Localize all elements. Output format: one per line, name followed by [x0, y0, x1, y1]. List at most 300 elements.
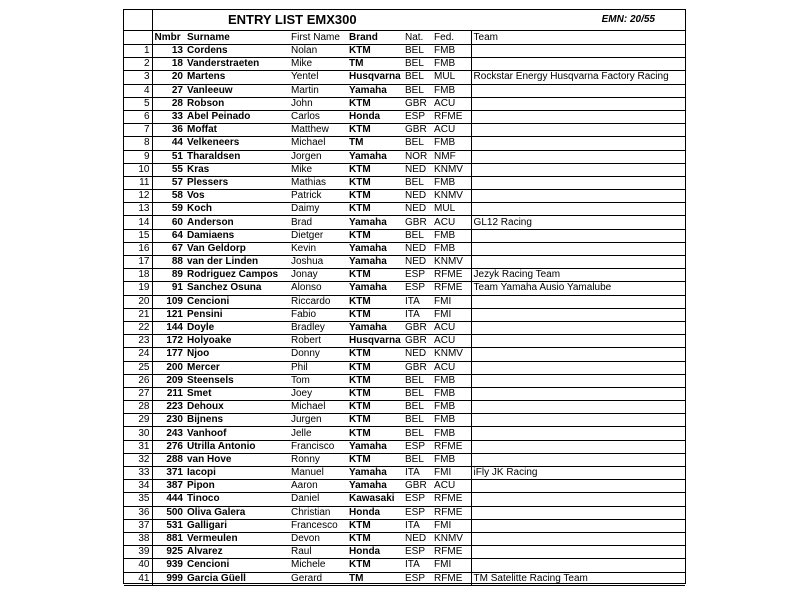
row-index: 8	[124, 137, 152, 150]
rider-number: 20	[152, 71, 185, 84]
row-index: 10	[124, 163, 152, 176]
rider-surname: Van Geldorp	[185, 242, 289, 255]
rider-surname: Cordens	[185, 45, 289, 58]
rider-federation: FMB	[432, 401, 471, 414]
rider-number: 59	[152, 203, 185, 216]
rider-team	[471, 242, 685, 255]
rider-nationality: NED	[403, 256, 432, 269]
rider-surname: Koch	[185, 203, 289, 216]
rider-first-name: Ronny	[289, 453, 347, 466]
table-row	[124, 45, 685, 58]
rider-first-name: Jurgen	[289, 414, 347, 427]
rider-brand: KTM	[347, 519, 403, 532]
rider-nationality: BEL	[403, 401, 432, 414]
rider-first-name: Mike	[289, 163, 347, 176]
rider-surname: Dehoux	[185, 401, 289, 414]
rider-nationality: ITA	[403, 308, 432, 321]
table-row	[124, 480, 685, 493]
rider-first-name: Daniel	[289, 493, 347, 506]
rider-brand: KTM	[347, 532, 403, 545]
rider-nationality: ITA	[403, 519, 432, 532]
rider-nationality: NED	[403, 190, 432, 203]
row-index: 32	[124, 453, 152, 466]
rider-surname: Njoo	[185, 348, 289, 361]
rider-team	[471, 256, 685, 269]
rider-team	[471, 559, 685, 572]
rider-number: 276	[152, 440, 185, 453]
rider-brand: KTM	[347, 203, 403, 216]
rider-brand: Husqvarna	[347, 71, 403, 84]
table-row	[124, 58, 685, 71]
rider-brand: Yamaha	[347, 480, 403, 493]
rider-team	[471, 45, 685, 58]
rider-brand: Yamaha	[347, 150, 403, 163]
rider-team	[471, 163, 685, 176]
row-index: 7	[124, 124, 152, 137]
rider-team	[471, 110, 685, 123]
rider-nationality: BEL	[403, 71, 432, 84]
rider-nationality: ESP	[403, 546, 432, 559]
rider-federation: KNMV	[432, 190, 471, 203]
rider-federation: ACU	[432, 216, 471, 229]
table-row	[124, 97, 685, 110]
header-brand: Brand	[347, 31, 403, 45]
row-index: 2	[124, 58, 152, 71]
rider-first-name: Joshua	[289, 256, 347, 269]
rider-federation: RFME	[432, 440, 471, 453]
rider-federation: MUL	[432, 203, 471, 216]
rider-first-name: Bradley	[289, 321, 347, 334]
rider-number: 33	[152, 110, 185, 123]
rider-brand: KTM	[347, 308, 403, 321]
rider-team	[471, 190, 685, 203]
table-row	[124, 176, 685, 189]
rider-surname: Vanleeuw	[185, 84, 289, 97]
table-row	[124, 242, 685, 255]
row-index: 29	[124, 414, 152, 427]
rider-federation: MUL	[432, 71, 471, 84]
rider-brand: Honda	[347, 506, 403, 519]
rider-brand: Yamaha	[347, 282, 403, 295]
rider-first-name: Raul	[289, 546, 347, 559]
rider-brand: KTM	[347, 387, 403, 400]
header-surname: Surname	[185, 31, 289, 45]
rider-brand: TM	[347, 137, 403, 150]
rider-team	[471, 203, 685, 216]
rider-surname: Tinoco	[185, 493, 289, 506]
table-row	[124, 137, 685, 150]
rider-federation: FMB	[432, 58, 471, 71]
rider-nationality: GBR	[403, 335, 432, 348]
rider-team	[471, 335, 685, 348]
rider-team	[471, 308, 685, 321]
rider-brand: Husqvarna	[347, 335, 403, 348]
rider-surname: van Hove	[185, 453, 289, 466]
rider-brand: Honda	[347, 110, 403, 123]
rider-number: 500	[152, 506, 185, 519]
rider-nationality: ESP	[403, 282, 432, 295]
rider-surname: Anderson	[185, 216, 289, 229]
rider-number: 88	[152, 256, 185, 269]
column-header-row	[124, 31, 685, 45]
rider-first-name: Tom	[289, 374, 347, 387]
row-index: 25	[124, 361, 152, 374]
rider-number: 51	[152, 150, 185, 163]
rider-number: 64	[152, 229, 185, 242]
rider-first-name: Mathias	[289, 176, 347, 189]
rider-first-name: Jonay	[289, 269, 347, 282]
rider-surname: Oliva Galera	[185, 506, 289, 519]
header-nmbr: Nmbr	[152, 31, 185, 45]
rider-brand: Yamaha	[347, 440, 403, 453]
rider-team	[471, 546, 685, 559]
rider-number: 36	[152, 124, 185, 137]
rider-team	[471, 176, 685, 189]
rider-number: 223	[152, 401, 185, 414]
rider-nationality: BEL	[403, 374, 432, 387]
rider-federation: FMB	[432, 229, 471, 242]
rider-nationality: GBR	[403, 216, 432, 229]
rider-nationality: BEL	[403, 453, 432, 466]
rider-surname: Garcia Güell	[185, 572, 289, 585]
row-index: 34	[124, 480, 152, 493]
header-team: Team	[471, 31, 685, 45]
rider-surname: Pipon	[185, 480, 289, 493]
rider-number: 27	[152, 84, 185, 97]
rider-federation: RFME	[432, 493, 471, 506]
rider-first-name: John	[289, 97, 347, 110]
rider-first-name: Christian	[289, 506, 347, 519]
rider-team	[471, 374, 685, 387]
row-index: 30	[124, 427, 152, 440]
row-index: 6	[124, 110, 152, 123]
rider-number: 371	[152, 467, 185, 480]
row-index: 15	[124, 229, 152, 242]
rider-number: 230	[152, 414, 185, 427]
rider-federation: FMB	[432, 137, 471, 150]
rider-federation: RFME	[432, 269, 471, 282]
row-index: 4	[124, 84, 152, 97]
table-row	[124, 374, 685, 387]
rider-federation: FMI	[432, 519, 471, 532]
rider-federation: ACU	[432, 124, 471, 137]
row-index: 9	[124, 150, 152, 163]
rider-number: 58	[152, 190, 185, 203]
rider-nationality: NED	[403, 532, 432, 545]
rider-number: 18	[152, 58, 185, 71]
rider-team	[471, 229, 685, 242]
rider-team	[471, 124, 685, 137]
row-index: 40	[124, 559, 152, 572]
rider-nationality: NED	[403, 348, 432, 361]
rider-surname: Utrilla Antonio	[185, 440, 289, 453]
rider-federation: RFME	[432, 572, 471, 585]
header-nat: Nat.	[403, 31, 432, 45]
rider-first-name: Nolan	[289, 45, 347, 58]
rider-first-name: Jelle	[289, 427, 347, 440]
rider-nationality: NED	[403, 163, 432, 176]
rider-number: 91	[152, 282, 185, 295]
row-index: 35	[124, 493, 152, 506]
row-index: 22	[124, 321, 152, 334]
rider-surname: Damiaens	[185, 229, 289, 242]
rider-number: 243	[152, 427, 185, 440]
rider-brand: KTM	[347, 45, 403, 58]
rider-surname: Bijnens	[185, 414, 289, 427]
table-row	[124, 506, 685, 519]
rider-federation: FMB	[432, 414, 471, 427]
row-index: 28	[124, 401, 152, 414]
rider-number: 109	[152, 295, 185, 308]
rider-nationality: NOR	[403, 150, 432, 163]
rider-surname: Rodriguez Campos	[185, 269, 289, 282]
rider-nationality: ITA	[403, 467, 432, 480]
rider-surname: Iacopi	[185, 467, 289, 480]
rider-federation: FMI	[432, 308, 471, 321]
entry-rows	[124, 45, 685, 586]
rider-number: 939	[152, 559, 185, 572]
rider-first-name: Yentel	[289, 71, 347, 84]
row-index: 41	[124, 572, 152, 585]
rider-first-name: Matthew	[289, 124, 347, 137]
rider-nationality: ESP	[403, 493, 432, 506]
table-row	[124, 559, 685, 572]
rider-first-name: Mike	[289, 58, 347, 71]
rider-team	[471, 58, 685, 71]
row-index: 31	[124, 440, 152, 453]
rider-first-name: Dietger	[289, 229, 347, 242]
rider-number: 177	[152, 348, 185, 361]
rider-surname: Kras	[185, 163, 289, 176]
rider-number: 44	[152, 137, 185, 150]
row-index: 38	[124, 532, 152, 545]
rider-first-name: Martin	[289, 84, 347, 97]
rider-number: 211	[152, 387, 185, 400]
row-index: 21	[124, 308, 152, 321]
rider-team	[471, 84, 685, 97]
table-row	[124, 71, 685, 84]
rider-nationality: ITA	[403, 559, 432, 572]
rider-brand: TM	[347, 58, 403, 71]
rider-team	[471, 519, 685, 532]
rider-team	[471, 321, 685, 334]
rider-surname: Sanchez Osuna	[185, 282, 289, 295]
rider-brand: KTM	[347, 163, 403, 176]
rider-nationality: GBR	[403, 124, 432, 137]
rider-surname: van der Linden	[185, 256, 289, 269]
table-row	[124, 361, 685, 374]
table-row	[124, 203, 685, 216]
rider-first-name: Fabio	[289, 308, 347, 321]
rider-team	[471, 401, 685, 414]
rider-federation: FMB	[432, 242, 471, 255]
rider-number: 881	[152, 532, 185, 545]
rider-federation: NMF	[432, 150, 471, 163]
row-index: 3	[124, 71, 152, 84]
rider-federation: ACU	[432, 361, 471, 374]
rider-team	[471, 493, 685, 506]
rider-team	[471, 506, 685, 519]
rider-surname: Martens	[185, 71, 289, 84]
rider-number: 200	[152, 361, 185, 374]
rider-number: 13	[152, 45, 185, 58]
rider-federation: KNMV	[432, 532, 471, 545]
rider-nationality: ITA	[403, 295, 432, 308]
rider-number: 387	[152, 480, 185, 493]
rider-first-name: Gerard	[289, 572, 347, 585]
rider-first-name: Michele	[289, 559, 347, 572]
rider-team: iFly JK Racing	[471, 467, 685, 480]
rider-first-name: Devon	[289, 532, 347, 545]
rider-surname: Vos	[185, 190, 289, 203]
rider-surname: Steensels	[185, 374, 289, 387]
rider-federation: FMB	[432, 374, 471, 387]
table-row	[124, 308, 685, 321]
rider-team	[471, 361, 685, 374]
row-index: 23	[124, 335, 152, 348]
rider-brand: Yamaha	[347, 321, 403, 334]
rider-federation: FMB	[432, 427, 471, 440]
rider-nationality: NED	[403, 242, 432, 255]
rider-brand: KTM	[347, 414, 403, 427]
rider-team	[471, 387, 685, 400]
rider-number: 60	[152, 216, 185, 229]
rider-nationality: GBR	[403, 361, 432, 374]
rider-surname: Robson	[185, 97, 289, 110]
row-index: 27	[124, 387, 152, 400]
rider-brand: KTM	[347, 427, 403, 440]
rider-federation: RFME	[432, 282, 471, 295]
table-row	[124, 348, 685, 361]
row-index: 17	[124, 256, 152, 269]
table-row	[124, 282, 685, 295]
table-row	[124, 150, 685, 163]
rider-team: Team Yamaha Ausio Yamalube	[471, 282, 685, 295]
table-row	[124, 229, 685, 242]
rider-surname: Abel Peinado	[185, 110, 289, 123]
rider-first-name: Michael	[289, 401, 347, 414]
table-row	[124, 546, 685, 559]
row-index: 36	[124, 506, 152, 519]
rider-team	[471, 440, 685, 453]
rider-nationality: BEL	[403, 176, 432, 189]
table-row	[124, 256, 685, 269]
table-row	[124, 335, 685, 348]
rider-nationality: ESP	[403, 572, 432, 585]
rider-surname: Galligari	[185, 519, 289, 532]
rider-first-name: Francisco	[289, 440, 347, 453]
rider-brand: KTM	[347, 348, 403, 361]
row-index: 37	[124, 519, 152, 532]
table-row	[124, 84, 685, 97]
rider-nationality: BEL	[403, 229, 432, 242]
rider-number: 144	[152, 321, 185, 334]
rider-brand: KTM	[347, 190, 403, 203]
rider-brand: Yamaha	[347, 84, 403, 97]
rider-federation: RFME	[432, 110, 471, 123]
rider-brand: KTM	[347, 295, 403, 308]
rider-federation: FMI	[432, 295, 471, 308]
rider-nationality: GBR	[403, 321, 432, 334]
rider-brand: KTM	[347, 229, 403, 242]
rider-first-name: Phil	[289, 361, 347, 374]
rider-nationality: GBR	[403, 97, 432, 110]
rider-team	[471, 150, 685, 163]
row-index: 19	[124, 282, 152, 295]
document-title: ENTRY LIST EMX300	[152, 10, 432, 31]
rider-first-name: Brad	[289, 216, 347, 229]
rider-federation: FMI	[432, 467, 471, 480]
rider-federation: FMB	[432, 84, 471, 97]
rider-team	[471, 453, 685, 466]
rider-number: 121	[152, 308, 185, 321]
rider-number: 999	[152, 572, 185, 585]
rider-number: 209	[152, 374, 185, 387]
rider-team	[471, 427, 685, 440]
rider-number: 925	[152, 546, 185, 559]
row-index: 14	[124, 216, 152, 229]
rider-team	[471, 414, 685, 427]
rider-team	[471, 137, 685, 150]
rider-number: 67	[152, 242, 185, 255]
rider-team: Jezyk Racing Team	[471, 269, 685, 282]
rider-federation: KNMV	[432, 256, 471, 269]
rider-federation: FMB	[432, 45, 471, 58]
rider-number: 172	[152, 335, 185, 348]
table-row	[124, 321, 685, 334]
rider-team	[471, 532, 685, 545]
table-row	[124, 467, 685, 480]
rider-federation: RFME	[432, 506, 471, 519]
table-row	[124, 110, 685, 123]
table-row	[124, 401, 685, 414]
table-row	[124, 269, 685, 282]
entry-list-sheet	[123, 9, 686, 584]
row-index: 39	[124, 546, 152, 559]
table-row	[124, 532, 685, 545]
rider-first-name: Jorgen	[289, 150, 347, 163]
rider-brand: KTM	[347, 176, 403, 189]
emn-label: EMN: 20/55	[432, 10, 685, 31]
rider-brand: KTM	[347, 374, 403, 387]
rider-surname: Pensini	[185, 308, 289, 321]
rider-first-name: Daimy	[289, 203, 347, 216]
entry-list-table	[124, 10, 685, 586]
rider-surname: Vanderstraeten	[185, 58, 289, 71]
rider-first-name: Kevin	[289, 242, 347, 255]
rider-number: 288	[152, 453, 185, 466]
rider-first-name: Riccardo	[289, 295, 347, 308]
row-index: 20	[124, 295, 152, 308]
rider-team	[471, 348, 685, 361]
rider-surname: Moffat	[185, 124, 289, 137]
rider-brand: KTM	[347, 97, 403, 110]
rider-nationality: GBR	[403, 480, 432, 493]
rider-first-name: Michael	[289, 137, 347, 150]
rider-brand: KTM	[347, 269, 403, 282]
rider-team	[471, 480, 685, 493]
rider-number: 55	[152, 163, 185, 176]
rider-federation: ACU	[432, 97, 471, 110]
rider-brand: KTM	[347, 559, 403, 572]
row-index: 24	[124, 348, 152, 361]
rider-nationality: BEL	[403, 387, 432, 400]
rider-surname: Vanhoof	[185, 427, 289, 440]
row-index: 33	[124, 467, 152, 480]
rider-team	[471, 295, 685, 308]
rider-team: Rockstar Energy Husqvarna Factory Racing	[471, 71, 685, 84]
header-fed: Fed.	[432, 31, 471, 45]
